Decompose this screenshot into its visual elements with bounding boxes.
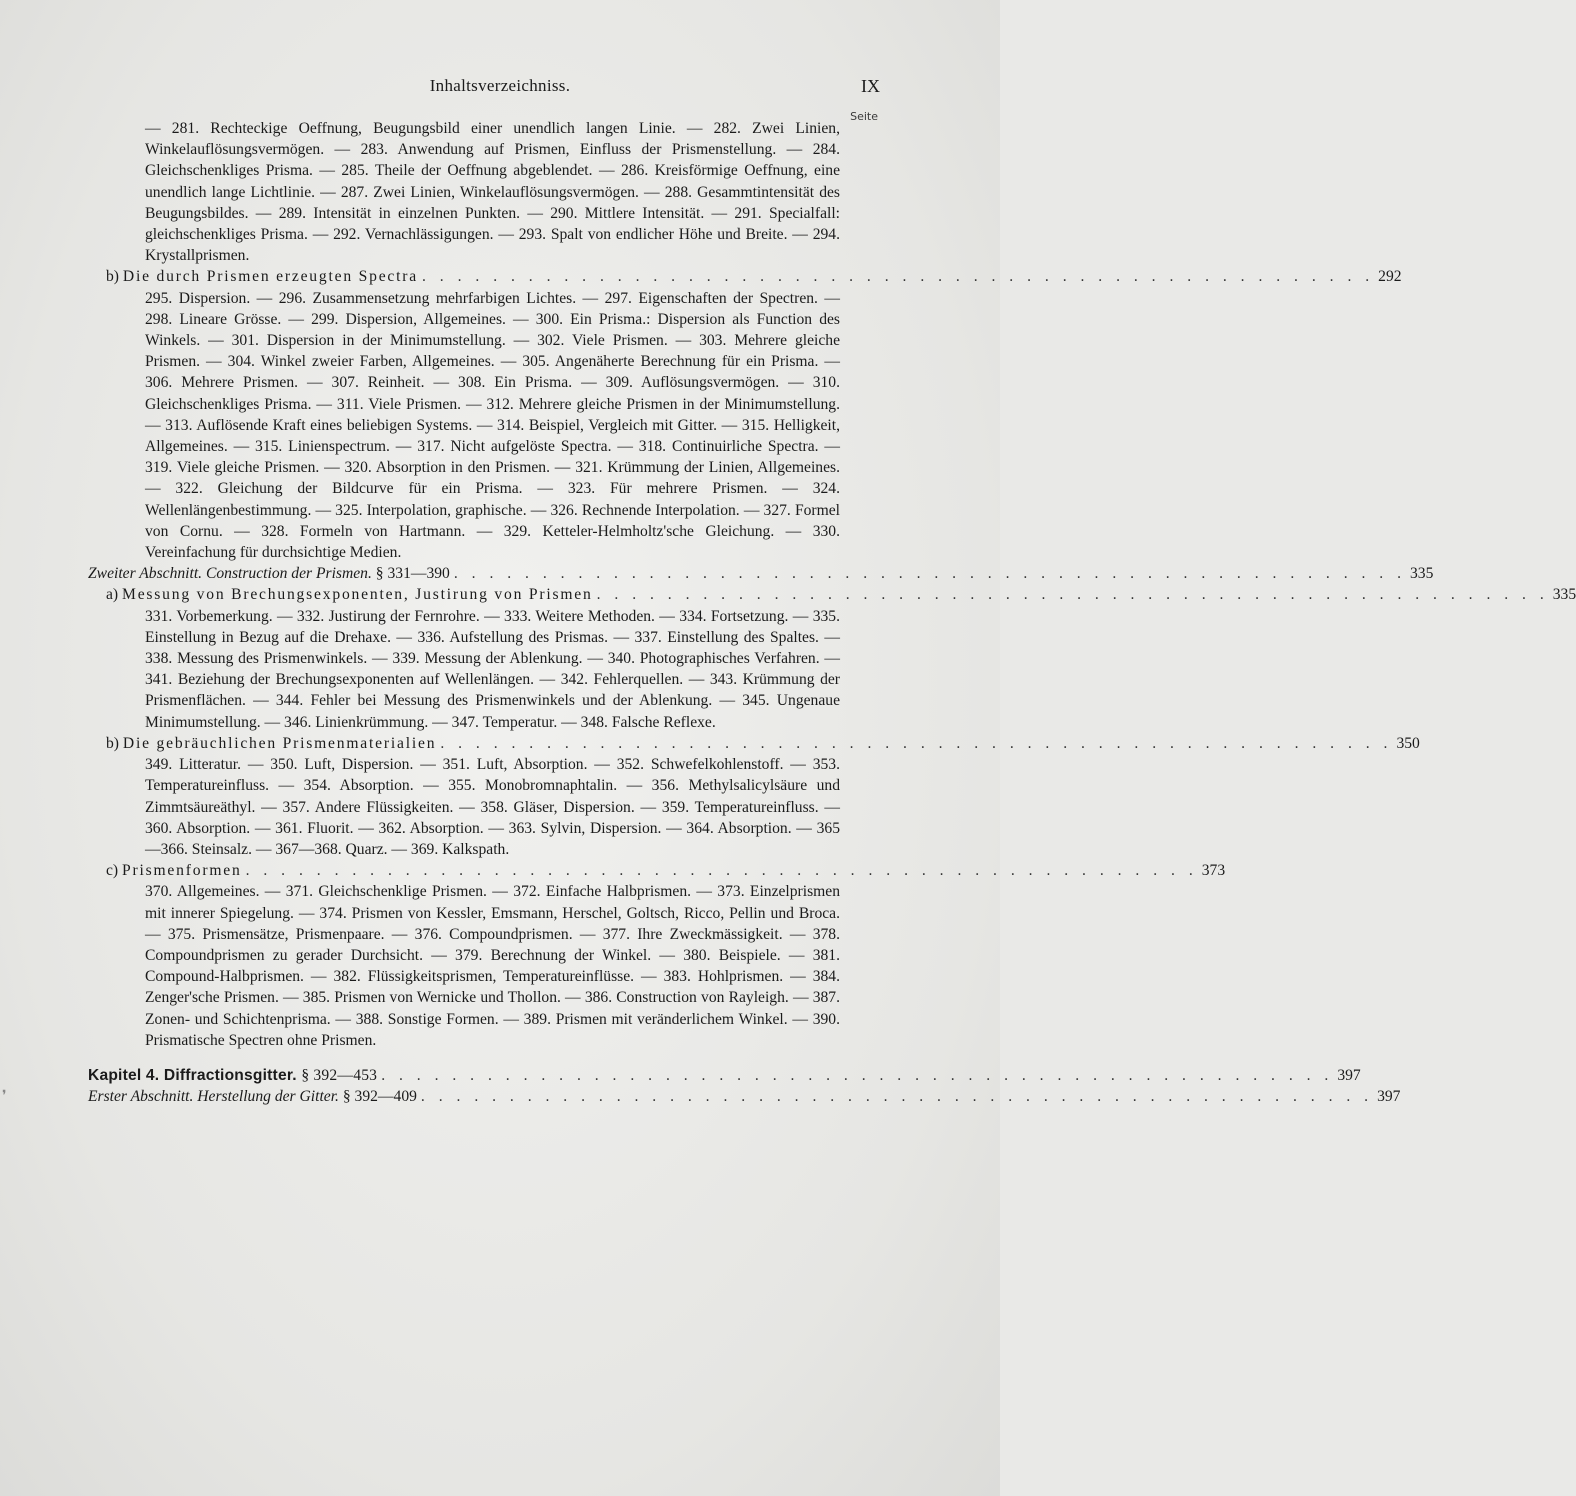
margin-mark: ❜	[2, 1088, 7, 1104]
toc-paragraph	[145, 606, 840, 733]
toc-entry-page: 292	[1378, 268, 1402, 286]
toc-entry-page: 335	[1552, 586, 1576, 604]
leader-dots: . . . . . . . . . . . . . . . . . . . . . . . . . . . . . . . . . . . . . . . . . . . . . . . . . . . . . .	[422, 268, 1375, 286]
toc-entry-title: Zweiter Abschnitt. Construction der Prismen.	[88, 565, 372, 583]
toc-entry-title: Kapitel 4. Diffractionsgitter.	[88, 1066, 297, 1084]
toc-entry-marker: b)	[106, 734, 119, 752]
leader-dots: . . . . . . . . . . . . . . . . . . . . . . . . . . . . . . . . . . . . . . . . . . . . . . . . . . . . . .	[440, 734, 1393, 752]
toc-entry-label	[106, 733, 436, 754]
toc-entry-label	[106, 266, 418, 287]
toc-entry-page: 373	[1201, 862, 1226, 880]
toc-entry-marker: b)	[106, 268, 119, 286]
leader-dots: . . . . . . . . . . . . . . . . . . . . . . . . . . . . . . . . . . . . . . . . . . . . . . . . . . . . . .	[420, 1088, 1374, 1106]
toc-paragraph	[145, 881, 840, 1051]
toc-entry-page: 350	[1396, 734, 1420, 752]
toc-entry-kapitel-4	[88, 1065, 1361, 1086]
toc-paragraph-text: 331. Vorbemerkung. — 332. Justirung der Fernrohre. — 333. Weitere Methoden. — 334. Fortsetzung. — 335. Einstellung in Bezug auf die Drehaxe. — 336. Aufstellung des Prismas. — 337. Einstellung des Spaltes. — 338. Messung des Prismenwinkels. — 339. Messung der Ablenkung. — 340. Photographisches Verfahren. — 341. Beziehung der Brechungsexponenten auf Wellenlängen. — 342. Fehlerquellen. — 343. Krümmung der Prismenflächen. — 344. Fehler bei Messung des Prismenwinkels und der Ablenkung. — 345. Ungenaue Minimumstellung. — 346. Linienkrümmung. — 347. Temperatur. — 348. Falsche Reflexe.	[145, 607, 840, 731]
toc-entry-b-spectra	[106, 266, 1402, 287]
running-title: Inhaltsverzeichniss.	[429, 76, 571, 95]
toc-entry-page: 397	[1337, 1066, 1361, 1084]
toc-entry-range: § 331—390	[375, 565, 450, 583]
toc-entry-label	[88, 563, 450, 584]
toc-paragraph-text: 349. Litteratur. — 350. Luft, Dispersion. — 351. Luft, Absorption. — 352. Schwefelkohlenstoff. — 353. Temperatureinfluss. — 354. Absorption. — 355. Monobromnaphtalin. — 356. Methylsalicylsäure und Zimmtsäureäthyl. — 357. Andere Flüssigkeiten. — 358. Gläser, Dispersion. — 359. Temperatureinfluss. — 360. Absorption. — 361. Fluorit. — 362. Absorption. — 363. Sylvin, Dispersion. — 364. Absorption. — 365—366. Steinsalz. — 367—368. Quarz. — 369. Kalkspath.	[145, 756, 840, 858]
leader-dots: . . . . . . . . . . . . . . . . . . . . . . . . . . . . . . . . . . . . . . . . . . . . . . . . . . . . . .	[245, 862, 1198, 880]
toc-entry-marker: c)	[106, 862, 119, 880]
leader-dots: . . . . . . . . . . . . . . . . . . . . . . . . . . . . . . . . . . . . . . . . . . . . . . . . . . . . . .	[453, 565, 1406, 583]
toc-paragraph-text: — 281. Rechteckige Oeffnung, Beugungsbild einer unendlich langen Linie. — 282. Zwei Linien, Winkelauflösungsvermögen. — 283. Anwendung auf Prismen, Einfluss der Prismenstellung. — 284. Gleichschenkliges Prisma. — 285. Theile der Oeffnung abgeblendet. — 286. Kreisförmige Oeffnung, eine unendlich lange Lichtlinie. — 287. Zwei Linien, Winkelauflösungsvermögen. — 288. Gesammtintensität des Beugungsbildes. — 289. Intensität in einzelnen Punkten. — 290. Mittlere Intensität. — 291. Specialfall: gleichschenkliges Prisma. — 292. Vernachlässigungen. — 293. Spalt von endlicher Höhe und Breite. — 294. Krystallprismen.	[145, 120, 840, 265]
toc-entry-title: Die durch Prismen erzeugten Spectra	[122, 268, 418, 286]
toc-entry-label	[88, 1065, 377, 1086]
spacer	[88, 1051, 888, 1065]
toc-entry-a-messung	[106, 584, 1576, 605]
toc-paragraph	[145, 754, 840, 860]
toc-entry-page: 397	[1377, 1088, 1401, 1106]
column-label-seite: Seite	[850, 110, 878, 123]
toc-paragraph	[145, 118, 840, 266]
toc-body	[88, 118, 1576, 1107]
toc-entry-title: Die gebräuchlichen Prismenmaterialien	[122, 734, 437, 752]
toc-entry-range: § 392—409	[342, 1088, 417, 1106]
toc-entry-title: Prismenformen	[122, 862, 242, 880]
toc-entry-range: § 392—453	[301, 1066, 378, 1084]
leader-dots: . . . . . . . . . . . . . . . . . . . . . . . . . . . . . . . . . . . . . . . . . . . . . . . . . . . . . .	[381, 1066, 1334, 1084]
toc-paragraph	[145, 288, 840, 564]
toc-paragraph-text: 295. Dispersion. — 296. Zusammensetzung mehrfarbigen Lichtes. — 297. Eigenschaften der Spectren. — 298. Lineare Grösse. — 299. Dispersion, Allgemeines. — 300. Ein Prisma.: Dispersion als Function des Winkels. — 301. Dispersion in der Minimumstellung. — 302. Viele Prismen. — 303. Mehrere gleiche Prismen. — 304. Winkel zweier Farben, Allgemeines. — 305. Angenäherte Berechnung für ein Prisma. — 306. Mehrere Prismen. — 307. Reinheit. — 308. Ein Prisma. — 309. Auflösungsvermögen. — 310. Gleichschenkliges Prisma. — 311. Viele Prismen. — 312. Mehrere gleiche Prismen in der Minimumstellung. — 313. Auflösende Kraft eines beliebigen Systems. — 314. Beispiel, Vergleich mit Gitter. — 315. Helligkeit, Allgemeines. — 315. Linienspectrum. — 317. Nicht aufgelöste Spectra. — 318. Continuirliche Spectra. — 319. Viele gleiche Prismen. — 320. Absorption in den Prismen. — 321. Krümmung der Linien, Allgemeines. — 322. Gleichung der Bildcurve für ein Prisma. — 323. Für mehrere Prismen. — 324. Wellenlängenbestimmung. — 325. Interpolation, graphische. — 326. Rechnende Interpolation. — 327. Formel von Cornu. — 328. Formeln von Hartmann. — 329. Ketteler-Helmholtz'sche Gleichung. — 330. Vereinfachung für durchsichtige Medien.	[145, 289, 840, 562]
toc-entry-title: Messung von Brechungsexponenten, Justirung von Prismen	[122, 586, 593, 604]
toc-entry-erster-abschnitt	[88, 1086, 1401, 1107]
toc-entry-label	[106, 584, 593, 605]
toc-entry-page: 335	[1410, 565, 1434, 583]
page-number: IX	[861, 76, 880, 96]
toc-entry-marker: a)	[106, 586, 119, 604]
leader-dots: . . . . . . . . . . . . . . . . . . . . . . . . . . . . . . . . . . . . . . . . . . . . . . . . . . . . . .	[596, 586, 1549, 604]
toc-paragraph-text: 370. Allgemeines. — 371. Gleichschenklige Prismen. — 372. Einfache Halbprismen. — 373. Einzelprismen mit innerer Spiegelung. — 374. Prismen von Kessler, Emsmann, Herschel, Goltsch, Ricco, Pellin und Broca. — 375. Prismensätze, Prismenpaare. — 376. Compoundprismen. — 377. Ihre Zweckmässigkeit. — 378. Compoundprismen zu gerader Durchsicht. — 379. Berechnung der Winkel. — 380. Beispiele. — 381. Compound-Halbprismen. — 382. Flüssigkeitsprismen, Temperatureinflüsse. — 383. Hohlprismen. — 384. Zenger'sche Prismen. — 385. Prismen von Wernicke und Thollon. — 386. Construction von Rayleigh. — 387. Zonen- und Schichtenprisma. — 388. Sonstige Formen. — 389. Prismen mit veränderlichem Winkel. — 390. Prismatische Spectren ohne Prismen.	[145, 883, 840, 1049]
toc-entry-zweiter-abschnitt	[88, 563, 1434, 584]
toc-entry-label	[106, 860, 242, 881]
toc-entry-title: Erster Abschnitt. Herstellung der Gitter.	[88, 1088, 339, 1106]
toc-entry-c-prismenformen	[106, 860, 1226, 881]
toc-entry-b-materialien	[106, 733, 1420, 754]
toc-entry-label	[88, 1086, 417, 1107]
